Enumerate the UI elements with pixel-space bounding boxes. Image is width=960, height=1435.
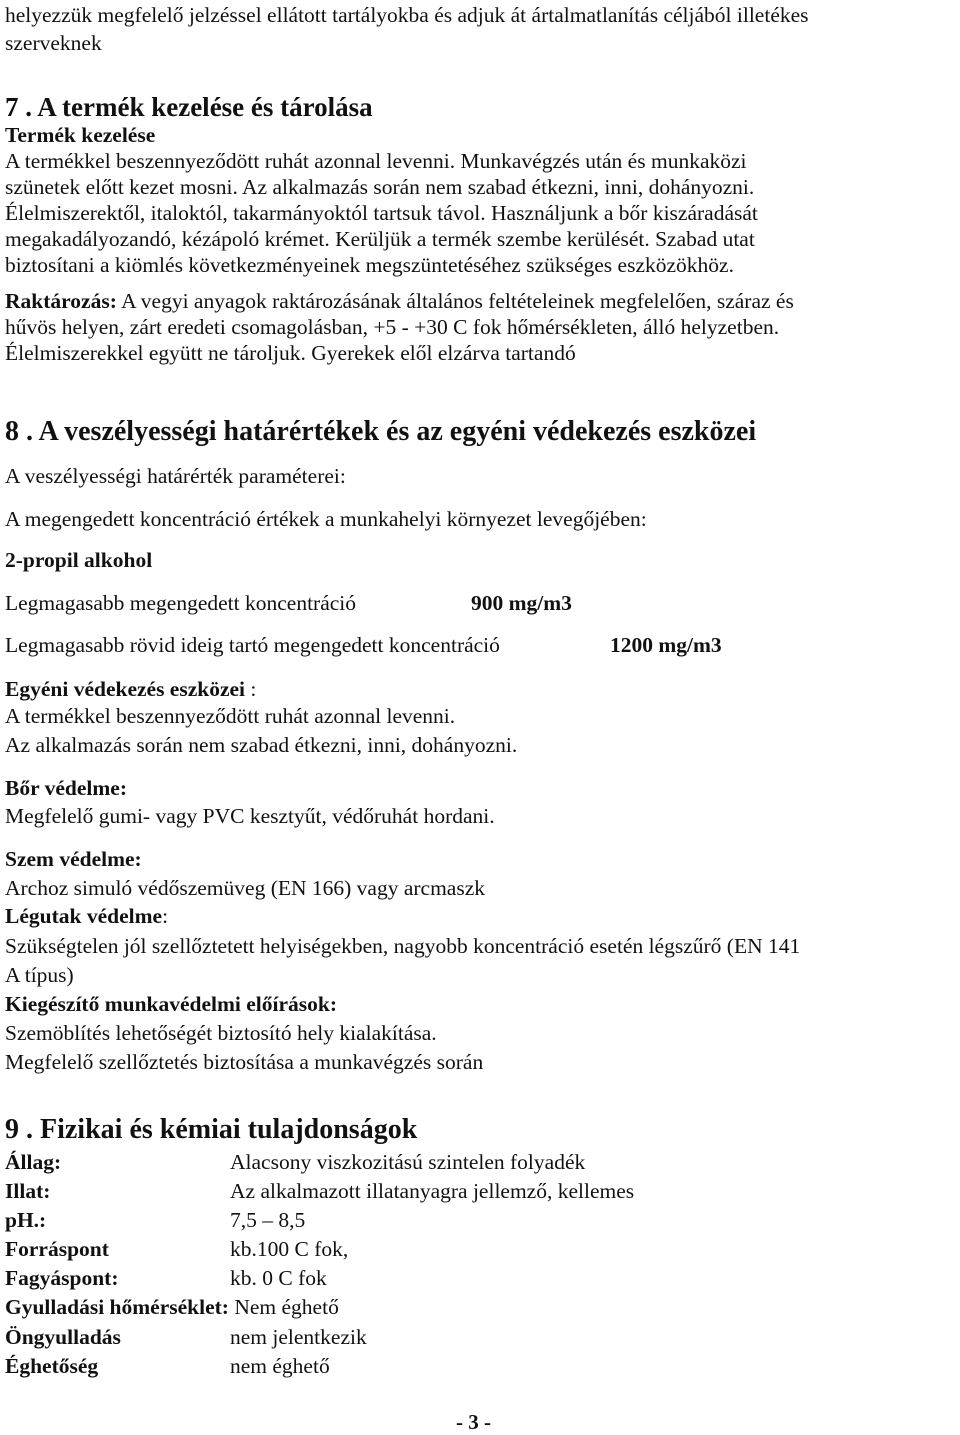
- prop-key: Fagyáspont:: [5, 1266, 119, 1290]
- eye-text: Archoz simuló védőszemüveg (EN 166) vagy arcmaszk: [5, 876, 486, 900]
- intro-line-1: helyezzük megfelelő jelzéssel ellátott tartályokba és adjuk át ártalmatlanítás céljából illetékes: [5, 3, 809, 27]
- handling-heading: Termék kezelése: [5, 123, 156, 147]
- extra-heading: Kiegészítő munkavédelmi előírások:: [5, 992, 338, 1016]
- extra-line-2: Megfelelő szellőztetés biztosítása a munkavégzés során: [5, 1050, 484, 1074]
- resp-line-2: A típus): [5, 963, 74, 987]
- storage-line-2: hűvös helyen, zárt eredeti csomagolásban, +5 - +30 C fok hőmérsékleten, álló helyzetben.: [5, 315, 780, 339]
- prop-key: pH.:: [5, 1208, 47, 1232]
- allowed-conc: A megengedett koncentráció értékek a munkahelyi környezet levegőjében:: [5, 507, 647, 531]
- intro-line-2: szerveknek: [5, 31, 102, 55]
- short-conc-value: 1200 mg/m3: [610, 633, 722, 657]
- ppe-heading: [5, 676, 256, 702]
- handling-line-4: megakadályozandó, kézápoló krémet. Kerüljük a termék szembe kerülését. Szabad utat: [5, 227, 755, 251]
- ignition-line: [5, 1294, 339, 1320]
- prop-value: kb.100 C fok,: [230, 1237, 349, 1261]
- prop-key: Öngyulladás: [5, 1325, 121, 1349]
- skin-heading: Bőr védelme:: [5, 776, 127, 800]
- eye-heading: Szem védelme:: [5, 847, 142, 871]
- prop-value: kb. 0 C fok: [230, 1266, 327, 1290]
- handling-line-3: Élelmiszerektől, italoktól, takarmányoktól tartsuk távol. Használjunk a bőr kiszáradását: [5, 201, 758, 225]
- section-9-title: 9 . Fizikai és kémiai tulajdonságok: [5, 1114, 418, 1145]
- max-conc-label: Legmagasabb megengedett koncentráció: [5, 591, 357, 615]
- ppe-label: Egyéni védekezés eszközei: [5, 677, 246, 701]
- prop-key: Állag:: [5, 1150, 62, 1174]
- section-8-title: 8 . A veszélyességi határértékek és az egyéni védekezés eszközei: [5, 416, 757, 447]
- storage-line-1: [5, 288, 794, 314]
- prop-value: Az alkalmazott illatanyagra jellemző, kellemes: [230, 1179, 635, 1203]
- storage-label: Raktározás:: [5, 289, 117, 313]
- resp-line-1: Szükségtelen jól szellőztetett helyiségekben, nagyobb koncentráció esetén légszűrő (EN 141: [5, 934, 801, 958]
- prop-key: Éghetőség: [5, 1354, 99, 1378]
- resp-label: Légutak védelme: [5, 904, 163, 928]
- ppe-line-2: Az alkalmazás során nem szabad étkezni, inni, dohányozni.: [5, 733, 518, 757]
- handling-line-5: biztosítani a kiömlés következményeinek megszüntetéséhez szükséges eszközökhöz.: [5, 253, 734, 277]
- resp-heading: [5, 903, 168, 929]
- prop-value: nem jelentkezik: [230, 1325, 367, 1349]
- handling-line-2: szünetek előtt kezet mosni. Az alkalmazás során nem szabad étkezni, inni, dohányozni.: [5, 175, 755, 199]
- ignition-label: Gyulladási hőmérséklet:: [5, 1295, 229, 1319]
- prop-value: 7,5 – 8,5: [230, 1208, 306, 1232]
- handling-line-1: A termékkel beszennyeződött ruhát azonnal levenni. Munkavégzés után és munkaközi: [5, 149, 747, 173]
- storage-line-3: Élelmiszerekkel együtt ne tároljuk. Gyerekek elől elzárva tartandó: [5, 341, 576, 365]
- short-conc-label: Legmagasabb rövid ideig tartó megengedett koncentráció: [5, 633, 500, 657]
- storage-text-1: A vegyi anyagok raktározásának általános feltételeinek megfelelően, száraz és: [116, 289, 794, 313]
- prop-key: Forráspont: [5, 1237, 109, 1261]
- max-conc-value: 900 mg/m3: [471, 591, 572, 615]
- prop-value: Alacsony viszkozitású szintelen folyadék: [230, 1150, 586, 1174]
- page-number: - 3 -: [456, 1410, 491, 1434]
- ppe-colon: :: [245, 677, 257, 701]
- prop-value: nem éghető: [230, 1354, 330, 1378]
- skin-text: Megfelelő gumi- vagy PVC kesztyűt, védőruhát hordani.: [5, 804, 495, 828]
- resp-colon: :: [162, 904, 169, 928]
- substance-name: 2-propil alkohol: [5, 548, 153, 572]
- limit-params: A veszélyességi határérték paraméterei:: [5, 464, 346, 488]
- extra-line-1: Szemöblítés lehetőségét biztosító hely kialakítása.: [5, 1021, 437, 1045]
- ppe-line-1: A termékkel beszennyeződött ruhát azonnal levenni.: [5, 704, 456, 728]
- ignition-value: Nem éghető: [228, 1295, 339, 1319]
- section-7-title: 7 . A termék kezelése és tárolása: [5, 92, 373, 122]
- prop-key: Illat:: [5, 1179, 51, 1203]
